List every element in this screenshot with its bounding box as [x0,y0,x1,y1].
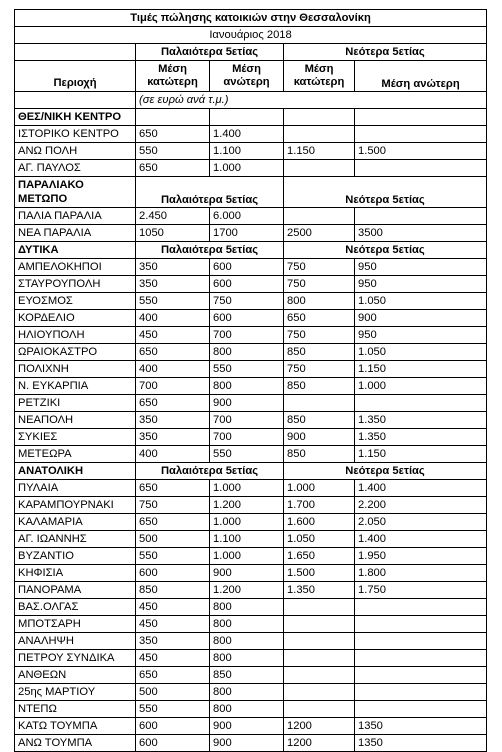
table-row [15,327,487,344]
newer-max-cell: 1.000 [355,378,487,395]
newer-max-cell: 1.050 [355,344,487,361]
older-max-cell: 800 [210,344,284,361]
older-min-cell: 550 [136,701,210,718]
empty-cell [15,44,136,61]
newer-min-cell: 1.500 [284,565,355,582]
older-max-cell: 700 [210,429,284,446]
older-max-cell: 1.000 [210,160,284,177]
newer-max-cell [355,160,487,177]
older-max-cell: 750 [210,293,284,310]
newer-max-cell [355,616,487,633]
newer-min-cell [284,208,355,225]
older-max-cell: 800 [210,378,284,395]
newer-max-cell: 2.200 [355,497,487,514]
area-cell: ΑΝΑΛΗΨΗ [15,633,136,650]
newer-max-cell: 1.150 [355,446,487,463]
newer-min-cell [284,126,355,143]
newer-max-cell: 1.750 [355,582,487,599]
newer-max-cell: 1.350 [355,429,487,446]
newer-min-cell: 1200 [284,718,355,735]
section-header-row [15,109,487,126]
section-newer-header: Νεότερα 5ετίας [284,177,487,208]
newer-max-cell: 1350 [355,718,487,735]
area-cell: ΠΕΤΡΟΥ ΣΥΝΔΙΚΑ [15,650,136,667]
col-newer-min-header: Μέση κατώτερη [284,61,355,92]
table-row [15,143,487,160]
newer-max-cell [355,599,487,616]
older-max-cell: 600 [210,276,284,293]
table-row [15,160,487,177]
newer-min-cell: 1.050 [284,531,355,548]
newer-max-cell [355,395,487,412]
older-min-cell: 450 [136,650,210,667]
older-max-cell: 6.000 [210,208,284,225]
table-row [15,344,487,361]
newer-max-cell: 1350 [355,735,487,752]
area-cell: ΜΕΤΕΩΡΑ [15,446,136,463]
older-min-cell: 350 [136,633,210,650]
newer-min-cell [284,667,355,684]
older-min-cell: 450 [136,327,210,344]
table-row [15,531,487,548]
table-row [15,633,487,650]
area-cell: ΚΟΡΔΕΛΙΟ [15,310,136,327]
area-cell: ΝΤΕΠΩ [15,701,136,718]
table-row [15,378,487,395]
newer-max-cell [355,701,487,718]
newer-min-cell: 800 [284,293,355,310]
table-row [15,497,487,514]
table-row [15,701,487,718]
newer-min-cell: 850 [284,446,355,463]
table-row [15,126,487,143]
area-cell: ΣΥΚΙΕΣ [15,429,136,446]
col-area-header: Περιοχή [15,61,136,92]
older-min-cell: 450 [136,599,210,616]
older-max-cell: 800 [210,633,284,650]
table-row [15,276,487,293]
price-sheet [14,9,486,752]
newer-min-cell: 750 [284,259,355,276]
area-cell: ΠΟΛΙΧΝΗ [15,361,136,378]
older-min-cell: 450 [136,616,210,633]
section-header-row [15,463,487,480]
newer-max-cell [355,126,487,143]
older-min-cell: 350 [136,412,210,429]
area-cell: ΠΥΛΑΙΑ [15,480,136,497]
newer-min-cell: 1.000 [284,480,355,497]
newer-max-cell: 950 [355,276,487,293]
older-min-cell: 600 [136,565,210,582]
table-row [15,310,487,327]
section-header-row [15,177,487,208]
section-name: ΑΝΑΤΟΛΙΚΗ [15,463,136,480]
table-row [15,616,487,633]
older-max-cell: 800 [210,684,284,701]
area-cell: ΑΓ. ΙΩΑΝΝΗΣ [15,531,136,548]
table-row [15,395,487,412]
newer-min-cell: 750 [284,327,355,344]
older-max-cell: 850 [210,667,284,684]
newer-min-cell: 850 [284,344,355,361]
older-max-cell: 550 [210,446,284,463]
section-newer-header: Νεότερα 5ετίας [284,463,487,480]
newer-min-cell [284,650,355,667]
table-row [15,225,487,242]
section-newer-header: Νεότερα 5ετίας [284,242,487,259]
newer-max-cell: 1.400 [355,531,487,548]
newer-min-cell [284,599,355,616]
table-row [15,514,487,531]
area-cell: ΚΑΛΑΜΑΡΙΑ [15,514,136,531]
newer-min-cell: 1200 [284,735,355,752]
newer-min-cell: 1.150 [284,143,355,160]
older-min-cell: 2.450 [136,208,210,225]
older-max-cell: 700 [210,327,284,344]
older-min-cell: 650 [136,480,210,497]
older-min-cell: 650 [136,395,210,412]
newer-min-cell [284,701,355,718]
older-min-cell: 550 [136,293,210,310]
area-cell: ΕΥΟΣΜΟΣ [15,293,136,310]
newer-max-cell [355,633,487,650]
unit-note: (σε ευρώ ανά τ.μ.) [136,92,487,109]
empty-cell [210,109,284,126]
older-min-cell: 650 [136,126,210,143]
older-max-cell: 1.000 [210,548,284,565]
newer-max-cell: 2.050 [355,514,487,531]
older-min-cell: 350 [136,429,210,446]
older-min-cell: 700 [136,378,210,395]
area-cell: Ν. ΕΥΚΑΡΠΙΑ [15,378,136,395]
older-max-cell: 800 [210,701,284,718]
older-min-cell: 650 [136,514,210,531]
newer-max-cell: 900 [355,310,487,327]
section-older-header: Παλαιότερα 5ετίας [136,463,284,480]
col-newer-max-header: Μέση ανώτερη [355,61,487,92]
group-newer-header: Νεότερα 5ετίας [284,44,487,61]
older-min-cell: 1050 [136,225,210,242]
newer-min-cell [284,684,355,701]
older-max-cell: 900 [210,735,284,752]
area-cell: ΒΑΣ.ΟΛΓΑΣ [15,599,136,616]
section-name: ΔΥΤΙΚΑ [15,242,136,259]
area-cell: ΗΛΙΟΥΠΟΛΗ [15,327,136,344]
older-max-cell: 550 [210,361,284,378]
older-max-cell: 900 [210,718,284,735]
group-header-row [15,44,487,61]
newer-max-cell: 950 [355,327,487,344]
newer-min-cell: 1.600 [284,514,355,531]
newer-max-cell: 3500 [355,225,487,242]
area-cell: ΑΝΘΕΩΝ [15,667,136,684]
older-min-cell: 500 [136,684,210,701]
older-max-cell: 800 [210,650,284,667]
table-row [15,718,487,735]
area-cell: ΚΑΤΩ ΤΟΥΜΠΑ [15,718,136,735]
older-max-cell: 900 [210,395,284,412]
section-header-row [15,242,487,259]
older-max-cell: 1.200 [210,582,284,599]
area-cell: ΑΓ. ΠΑΥΛΟΣ [15,160,136,177]
group-older-header: Παλαιότερα 5ετίας [136,44,284,61]
older-max-cell: 900 [210,565,284,582]
older-max-cell: 600 [210,259,284,276]
col-older-max-header: Μέση ανώτερη [210,61,284,92]
title-row [15,10,487,27]
area-cell: ΣΤΑΥΡΟΥΠΟΛΗ [15,276,136,293]
older-min-cell: 650 [136,160,210,177]
area-cell: ΚΑΡΑΜΠΟΥΡΝΑΚΙ [15,497,136,514]
newer-min-cell: 1.350 [284,582,355,599]
older-min-cell: 650 [136,344,210,361]
newer-min-cell: 1.650 [284,548,355,565]
newer-max-cell: 1.800 [355,565,487,582]
table-row [15,582,487,599]
area-cell: ΒΥΖΑΝΤΙΟ [15,548,136,565]
empty-cell [136,109,210,126]
section-name: ΘΕΣ/ΝΙΚΗ ΚΕΝΤΡΟ [15,109,136,126]
area-cell: ΑΝΩ ΠΟΛΗ [15,143,136,160]
older-max-cell: 600 [210,310,284,327]
newer-max-cell: 1.950 [355,548,487,565]
table-row [15,293,487,310]
older-min-cell: 850 [136,582,210,599]
area-cell: 25ης ΜΑΡΤΙΟΥ [15,684,136,701]
table-row [15,565,487,582]
older-min-cell: 400 [136,310,210,327]
older-min-cell: 400 [136,361,210,378]
newer-min-cell: 2500 [284,225,355,242]
table-row [15,446,487,463]
table-row [15,480,487,497]
area-cell: ΝΕΑ ΠΑΡΑΛΙΑ [15,225,136,242]
newer-max-cell: 1.150 [355,361,487,378]
older-max-cell: 1.000 [210,480,284,497]
older-min-cell: 350 [136,276,210,293]
newer-max-cell: 1.050 [355,293,487,310]
older-max-cell: 1.100 [210,531,284,548]
newer-min-cell [284,616,355,633]
older-min-cell: 350 [136,259,210,276]
area-cell: ΡΕΤΖΙΚΙ [15,395,136,412]
older-max-cell: 700 [210,412,284,429]
area-cell: ΠΑΝΟΡΑΜΑ [15,582,136,599]
date-row [15,27,487,44]
area-cell: ΙΣΤΟΡΙΚΟ ΚΕΝΤΡΟ [15,126,136,143]
table-row [15,650,487,667]
section-name: ΠΑΡΑΛΙΑΚΟ ΜΕΤΩΠΟ [15,177,136,208]
table-row [15,599,487,616]
newer-min-cell: 1.700 [284,497,355,514]
table-row [15,361,487,378]
table-title: Τιμές πώλησης κατοικιών στην Θεσσαλονίκη [15,10,487,27]
table-row [15,412,487,429]
newer-min-cell: 750 [284,361,355,378]
older-max-cell: 1.200 [210,497,284,514]
table-row [15,259,487,276]
column-header-row [15,61,487,92]
newer-min-cell [284,633,355,650]
newer-min-cell [284,160,355,177]
empty-cell [15,92,136,109]
older-min-cell: 600 [136,718,210,735]
empty-cell [284,109,355,126]
area-cell: ΩΡΑΙΟΚΑΣΤΡΟ [15,344,136,361]
older-min-cell: 600 [136,735,210,752]
area-cell: ΝΕΑΠΟΛΗ [15,412,136,429]
unit-row [15,92,487,109]
table-row [15,548,487,565]
older-max-cell: 1.100 [210,143,284,160]
older-min-cell: 550 [136,143,210,160]
older-min-cell: 400 [136,446,210,463]
newer-min-cell: 850 [284,378,355,395]
section-older-header: Παλαιότερα 5ετίας [136,242,284,259]
newer-max-cell [355,667,487,684]
table-row [15,735,487,752]
newer-max-cell: 1.350 [355,412,487,429]
table-date: Ιανουάριος 2018 [15,27,487,44]
empty-cell [355,109,487,126]
area-cell: ΚΗΦΙΣΙΑ [15,565,136,582]
older-min-cell: 650 [136,667,210,684]
table-row [15,208,487,225]
newer-max-cell [355,684,487,701]
older-max-cell: 1.000 [210,514,284,531]
older-min-cell: 750 [136,497,210,514]
col-older-min-header: Μέση κατώτερη [136,61,210,92]
older-max-cell: 1700 [210,225,284,242]
newer-max-cell: 950 [355,259,487,276]
newer-min-cell: 850 [284,412,355,429]
newer-min-cell: 750 [284,276,355,293]
area-cell: ΑΜΠΕΛΟΚΗΠΟΙ [15,259,136,276]
area-cell: ΜΠΟΤΣΑΡΗ [15,616,136,633]
older-min-cell: 500 [136,531,210,548]
newer-max-cell: 1.400 [355,480,487,497]
newer-min-cell [284,395,355,412]
older-max-cell: 800 [210,616,284,633]
newer-min-cell: 650 [284,310,355,327]
table-row [15,684,487,701]
newer-max-cell: 1.500 [355,143,487,160]
price-table [14,9,487,752]
newer-max-cell [355,208,487,225]
section-older-header: Παλαιότερα 5ετίας [136,177,284,208]
table-row [15,429,487,446]
older-max-cell: 800 [210,599,284,616]
area-cell: ΠΑΛΙΑ ΠΑΡΑΛΙΑ [15,208,136,225]
older-max-cell: 1.400 [210,126,284,143]
table-row [15,667,487,684]
newer-max-cell [355,650,487,667]
older-min-cell: 550 [136,548,210,565]
newer-min-cell: 900 [284,429,355,446]
area-cell: ΑΝΩ ΤΟΥΜΠΑ [15,735,136,752]
